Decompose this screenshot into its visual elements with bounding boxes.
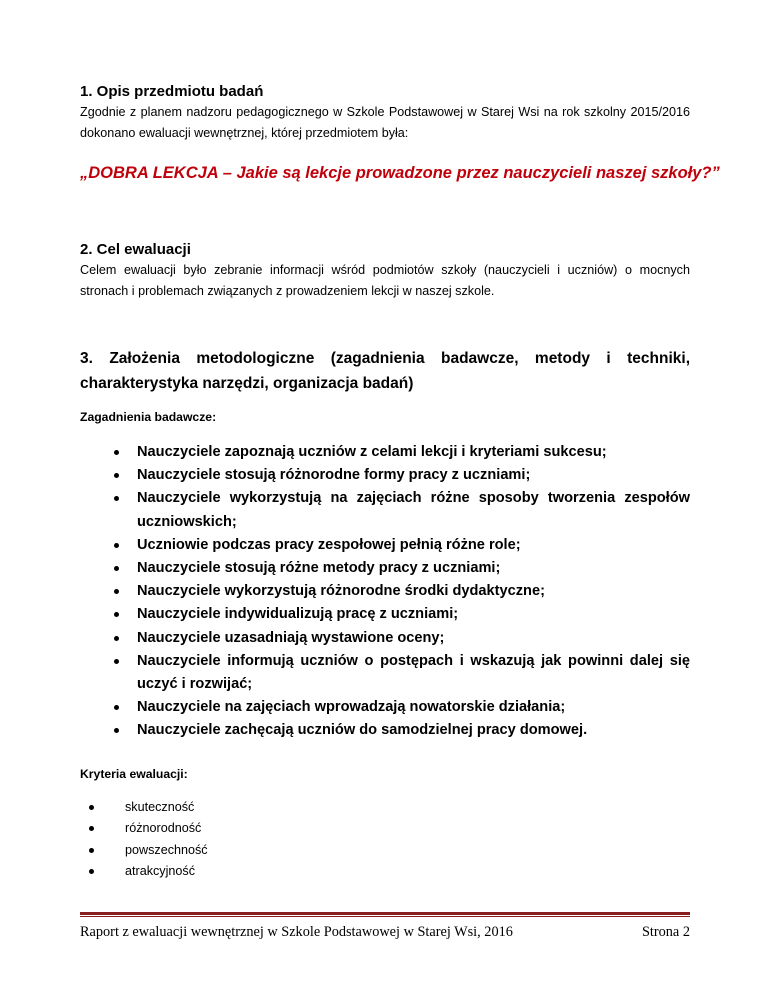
footer-rule: [80, 912, 690, 915]
issues-label: Zagadnienia badawcze:: [80, 410, 217, 424]
section-1-heading: 1. Opis przedmiotu badań: [80, 83, 264, 100]
evaluation-subject: „DOBRA LEKCJA – Jakie są lekcje prowadzone przez nauczycieli naszej szkoły?”: [80, 164, 720, 182]
page-content: [80, 82, 720, 883]
list-item: Nauczyciele wykorzystują różnorodne środki dydaktyczne;: [114, 580, 690, 603]
list-item: Nauczyciele indywidualizują pracę z uczniami;: [114, 603, 690, 626]
section-3-heading: 3. Założenia metodologiczne (zagadnienia badawcze, metody i techniki, charakterystyka narzędzi, organizacja badań): [80, 350, 690, 392]
list-item: Nauczyciele zachęcają uczniów do samodzielnej pracy domowej.: [114, 719, 690, 742]
page-footer: [80, 922, 690, 942]
list-item: Uczniowie podczas pracy zespołowej pełnią różne role;: [114, 534, 690, 557]
list-item: Nauczyciele uzasadniają wystawione oceny;: [114, 627, 690, 650]
footer-title: Raport z ewaluacji wewnętrznej w Szkole Podstawowej w Starej Wsi, 2016: [80, 924, 513, 940]
list-item: Nauczyciele na zajęciach wprowadzają nowatorskie działania;: [114, 696, 690, 719]
list-item: różnorodność: [89, 818, 690, 840]
list-item: Nauczyciele stosują różne metody pracy z uczniami;: [114, 557, 690, 580]
list-item: atrakcyjność: [89, 861, 690, 883]
section-2-text: Celem ewaluacji było zebranie informacji wśród podmiotów szkoły (nauczycieli i uczniów) o mocnych stronach i problemach związanych z prowadzeniem lekcji w naszej szkole.: [80, 263, 690, 298]
list-item: skuteczność: [89, 797, 690, 819]
criteria-list: [80, 797, 690, 883]
footer-rule: [80, 916, 690, 917]
section-2-heading: 2. Cel ewaluacji: [80, 241, 191, 258]
issues-list: [80, 441, 690, 743]
list-item: powszechność: [89, 840, 690, 862]
list-item: Nauczyciele zapoznają uczniów z celami lekcji i kryteriami sukcesu;: [114, 441, 690, 464]
list-item: Nauczyciele wykorzystują na zajęciach różne sposoby tworzenia zespołów uczniowskich;: [114, 487, 690, 533]
page-number: Strona 2: [641, 924, 690, 940]
list-item: Nauczyciele informują uczniów o postępach i wskazują jak powinni dalej się uczyć i rozwijać;: [114, 650, 690, 696]
section-1-text: Zgodnie z planem nadzoru pedagogicznego w Szkole Podstawowej w Starej Wsi na rok szkolny 2015/2016 dokonano ewaluacji wewnętrznej, której przedmiotem była:: [80, 105, 690, 140]
criteria-label: Kryteria ewaluacji:: [80, 766, 188, 781]
list-item: Nauczyciele stosują różnorodne formy pracy z uczniami;: [114, 464, 690, 487]
